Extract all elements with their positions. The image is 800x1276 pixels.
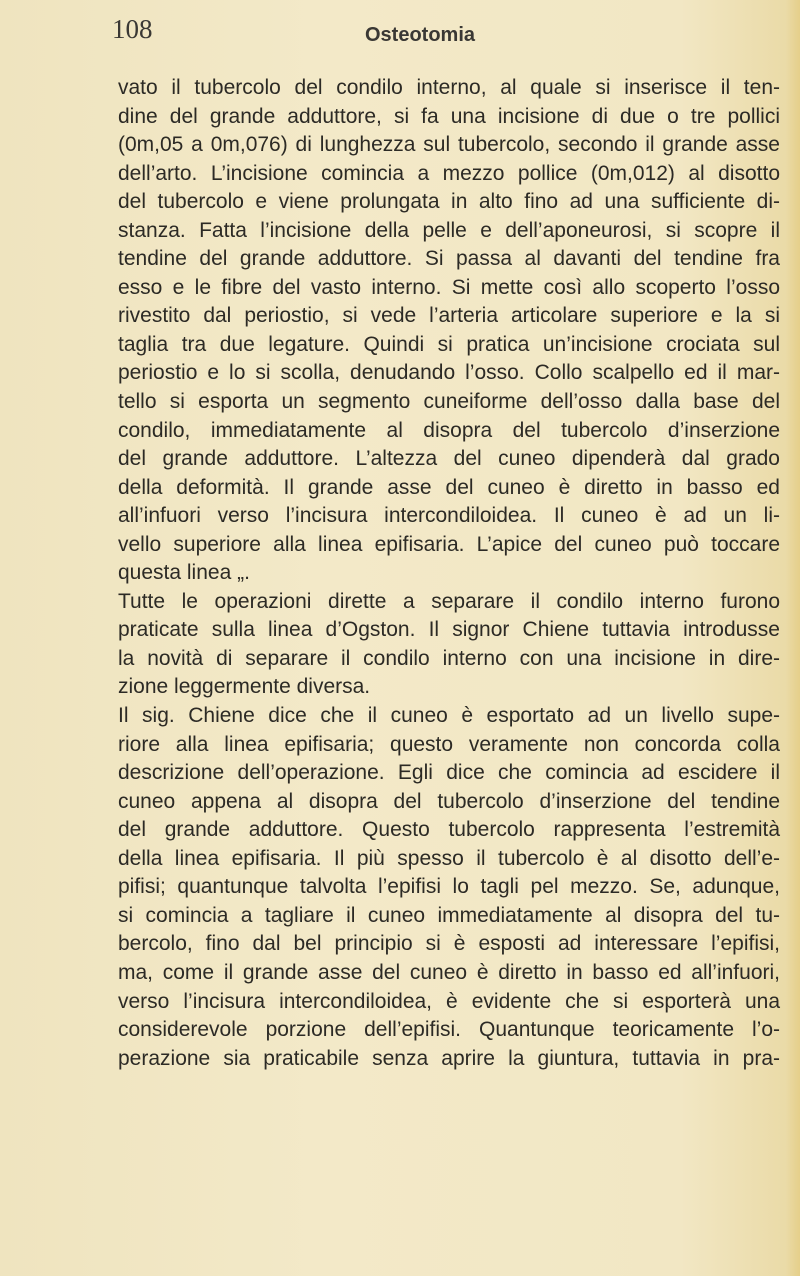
text-line: cuneo appena al disopra del tubercolo d’inserzione del tendine	[118, 789, 780, 813]
text-line: all’infuori verso l’incisura intercondiloidea. Il cuneo è ad un li-	[118, 504, 780, 528]
page-edge-shading	[786, 0, 800, 1276]
text-line: taglia tra due legature. Quindi si pratica un’incisione crociata sul	[118, 332, 780, 356]
text-line: vello superiore alla linea epifisaria. L’apice del cuneo può toccare	[118, 532, 780, 556]
text-line: considerevole porzione dell’epifisi. Quantunque teoricamente l’o-	[118, 1018, 780, 1042]
text-line: del tubercolo e viene prolungata in alto fino ad una sufficiente di-	[118, 190, 780, 214]
text-line: perazione sia praticabile senza aprire la giuntura, tuttavia in pra-	[118, 1046, 780, 1070]
text-line: stanza. Fatta l’incisione della pelle e dell’aponeurosi, si scopre il	[118, 218, 780, 242]
text-line: della deformità. Il grande asse del cuneo è diretto in basso ed	[118, 475, 780, 499]
running-head: Osteotomia	[365, 24, 476, 46]
text-line: la novità di separare il condilo interno con una incisione in dire-	[118, 646, 780, 670]
text-line: questa linea „.	[118, 561, 250, 585]
text-line: verso l’incisura intercondiloidea, è evidente che si esporterà una	[118, 989, 780, 1013]
text-line: zione leggermente diversa.	[118, 675, 371, 699]
text-line: del grande adduttore. L’altezza del cuneo dipenderà dal grado	[118, 447, 780, 471]
text-line: tello si esporta un segmento cuneiforme dell’osso dalla base del	[118, 390, 780, 414]
text-line: rivestito dal periostio, si vede l’arteria articolare superiore e la si	[118, 304, 780, 328]
text-line: riore alla linea epifisaria; questo veramente non concorda colla	[118, 732, 780, 756]
text-line: descrizione dell’operazione. Egli dice che comincia ad escidere il	[118, 761, 780, 785]
text-line: del grande adduttore. Questo tubercolo rappresenta l’estremità	[118, 818, 780, 842]
text-line: tendine del grande adduttore. Si passa al davanti del tendine fra	[118, 247, 780, 271]
text-line: (0m,05 a 0m,076) di lunghezza sul tubercolo, secondo il grande asse	[118, 133, 780, 157]
text-line: Il sig. Chiene dice che il cuneo è esportato ad un livello supe-	[118, 704, 780, 728]
text-line: della linea epifisaria. Il più spesso il tubercolo è al disotto dell’e-	[118, 846, 780, 870]
text-line: periostio e lo si scolla, denudando l’osso. Collo scalpello ed il mar-	[118, 361, 780, 385]
text-line: Tutte le operazioni dirette a separare il condilo interno furono	[118, 589, 780, 613]
page-number: 108	[112, 14, 153, 44]
text-line: ma, come il grande asse del cuneo è diretto in basso ed all’infuori,	[118, 960, 780, 984]
body-text	[118, 74, 780, 1073]
text-line: praticate sulla linea d’Ogston. Il signor Chiene tuttavia introdusse	[118, 618, 780, 642]
text-line: pifisi; quantunque talvolta l’epifisi lo tagli pel mezzo. Se, adunque,	[118, 875, 780, 899]
text-line: esso e le fibre del vasto interno. Si mette così allo scoperto l’osso	[118, 275, 780, 299]
text-line: dell’arto. L’incisione comincia a mezzo pollice (0m,012) al disotto	[118, 161, 780, 185]
text-line: bercolo, fino dal bel principio si è esposti ad interessare l’epifisi,	[118, 932, 780, 956]
text-line: condilo, immediatamente al disopra del tubercolo d’inserzione	[118, 418, 780, 442]
text-line: si comincia a tagliare il cuneo immediatamente al disopra del tu-	[118, 903, 780, 927]
text-line: vato il tubercolo del condilo interno, al quale si inserisce il ten-	[118, 76, 780, 99]
text-line: dine del grande adduttore, si fa una incisione di due o tre pollici	[118, 104, 780, 128]
